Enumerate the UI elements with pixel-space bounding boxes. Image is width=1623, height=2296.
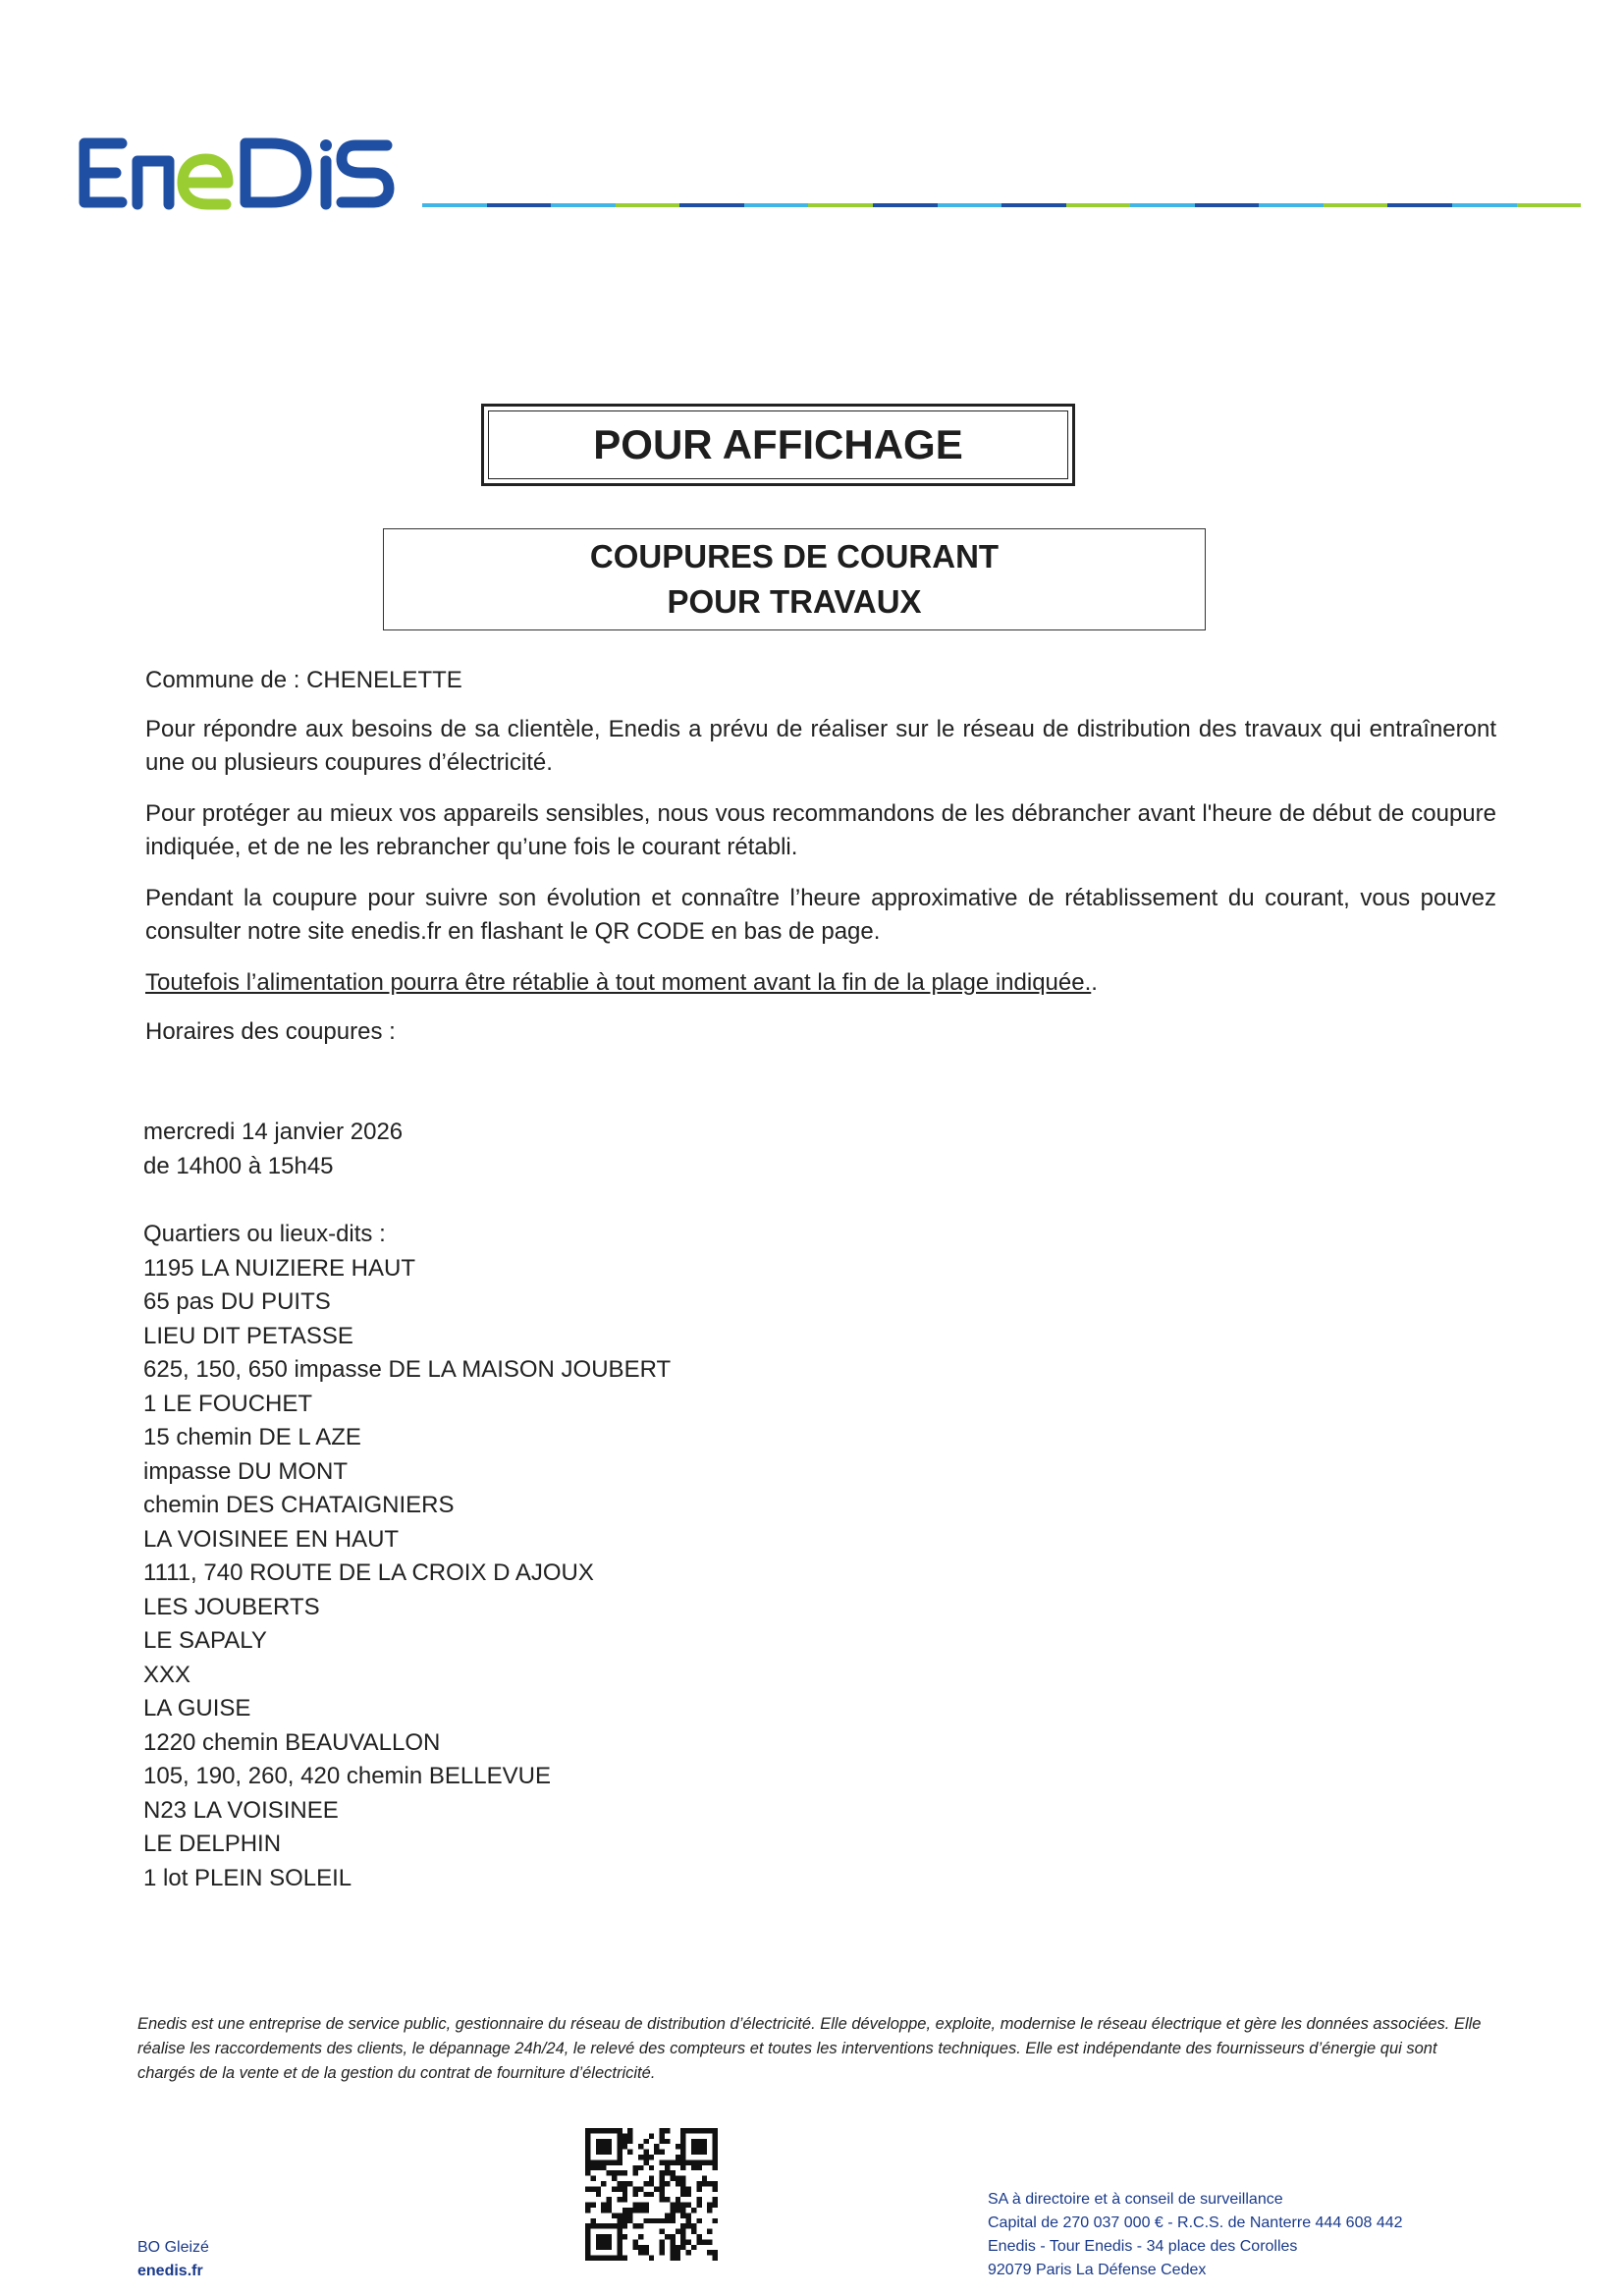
place-item: 1220 chemin BEAUVALLON: [143, 1728, 441, 1756]
legal-notice: Enedis est une entreprise de service public, gestionnaire du réseau de distribution d’électricité. Elle développe, exploite, modernise le réseau électrique et gère les données associées. Elle réalise les raccordements des clients, le dépannage 24h/24, le relevé des compteurs et toutes les interventions techniques. Elle est indépendante des fournisseurs d’énergie qui sont chargés de la vente et de la gestion du contrat de fourniture d’électricité.: [137, 2015, 1482, 2082]
place-item: chemin DES CHATAIGNIERS: [143, 1492, 455, 1518]
place-item: 1195 LA NUIZIERE HAUT: [143, 1254, 415, 1282]
place-item: 65 pas DU PUITS: [143, 1288, 331, 1315]
footer-company-info: [988, 2188, 1403, 2282]
subtitle-line-1: COUPURES DE COURANT: [589, 538, 1000, 574]
title-box: [481, 404, 1075, 486]
enedis-logo: [79, 128, 422, 216]
qr-code[interactable]: [585, 2128, 718, 2261]
main-title: POUR AFFICHAGE: [488, 410, 1068, 479]
schedule-date: mercredi 14 janvier 2026: [143, 1119, 404, 1145]
place-item: 105, 190, 260, 420 chemin BELLEVUE: [143, 1763, 551, 1789]
place-item: 1111, 740 ROUTE DE LA CROIX D AJOUX: [143, 1559, 594, 1586]
paragraph-3: Pendant la coupure pour suivre son évolution et connaître l’heure approximative de rétablissement du courant, vous pouvez consulter notre site enedis.fr en flashant le QR CODE en bas de page.: [145, 885, 1496, 945]
company-capital: Capital de 270 037 000 € - R.C.S. de Nanterre 444 608 442: [988, 2214, 1403, 2231]
place-item: LA VOISINEE EN HAUT: [143, 1525, 400, 1553]
place-item: LA GUISE: [143, 1695, 251, 1722]
schedule-time: de 14h00 à 15h45: [143, 1152, 334, 1179]
warning-text: Toutefois l’alimentation pourra être rétablie à tout moment avant la fin de la plage indiquée.: [145, 969, 1092, 996]
places-list: [143, 1218, 671, 1895]
footer-left: [137, 2236, 209, 2283]
warning-period: .: [1091, 969, 1098, 996]
schedule-block: [143, 1116, 403, 1183]
paragraph-2: Pour protéger au mieux vos appareils sensibles, nous vous recommandons de les débrancher avant l'heure de début de coupure indiquée, et de ne les rebrancher qu’une fois le courant rétabli.: [145, 800, 1496, 860]
paragraph-1: Pour répondre aux besoins de sa clientèle, Enedis a prévu de réaliser sur le réseau de distribution des travaux qui entraîneront une ou plusieurs coupures d’électricité.: [145, 716, 1496, 776]
place-item: LIEU DIT PETASSE: [143, 1322, 353, 1349]
place-item: N23 LA VOISINEE: [143, 1796, 339, 1824]
company-address-1: Enedis - Tour Enedis - 34 place des Corolles: [988, 2238, 1298, 2255]
place-item: LE SAPALY: [143, 1627, 267, 1654]
schedule-heading: Horaires des coupures :: [145, 1018, 396, 1045]
places-heading: Quartiers ou lieux-dits :: [143, 1221, 386, 1247]
place-item: 1 lot PLEIN SOLEIL: [143, 1864, 352, 1891]
place-item: XXX: [143, 1661, 191, 1688]
footer-site-name: BO Gleizé: [137, 2239, 209, 2256]
place-item: LES JOUBERTS: [143, 1593, 320, 1620]
company-address-2: 92079 Paris La Défense Cedex: [988, 2262, 1207, 2278]
subtitle-box: [383, 528, 1206, 630]
place-item: 1 LE FOUCHET: [143, 1390, 313, 1417]
place-item: LE DELPHIN: [143, 1831, 282, 1857]
warning-line: [145, 966, 1496, 1000]
place-item: 15 chemin DE L AZE: [143, 1424, 361, 1450]
company-legal-form: SA à directoire et à conseil de surveillance: [988, 2191, 1283, 2208]
subtitle-line-2: POUR TRAVAUX: [667, 583, 922, 620]
place-item: impasse DU MONT: [143, 1457, 349, 1485]
place-item: 625, 150, 650 impasse DE LA MAISON JOUBERT: [143, 1356, 672, 1383]
commune-line: Commune de : CHENELETTE: [145, 667, 462, 693]
footer-website-link[interactable]: enedis.fr: [137, 2263, 203, 2279]
header-rule: [422, 203, 1581, 207]
